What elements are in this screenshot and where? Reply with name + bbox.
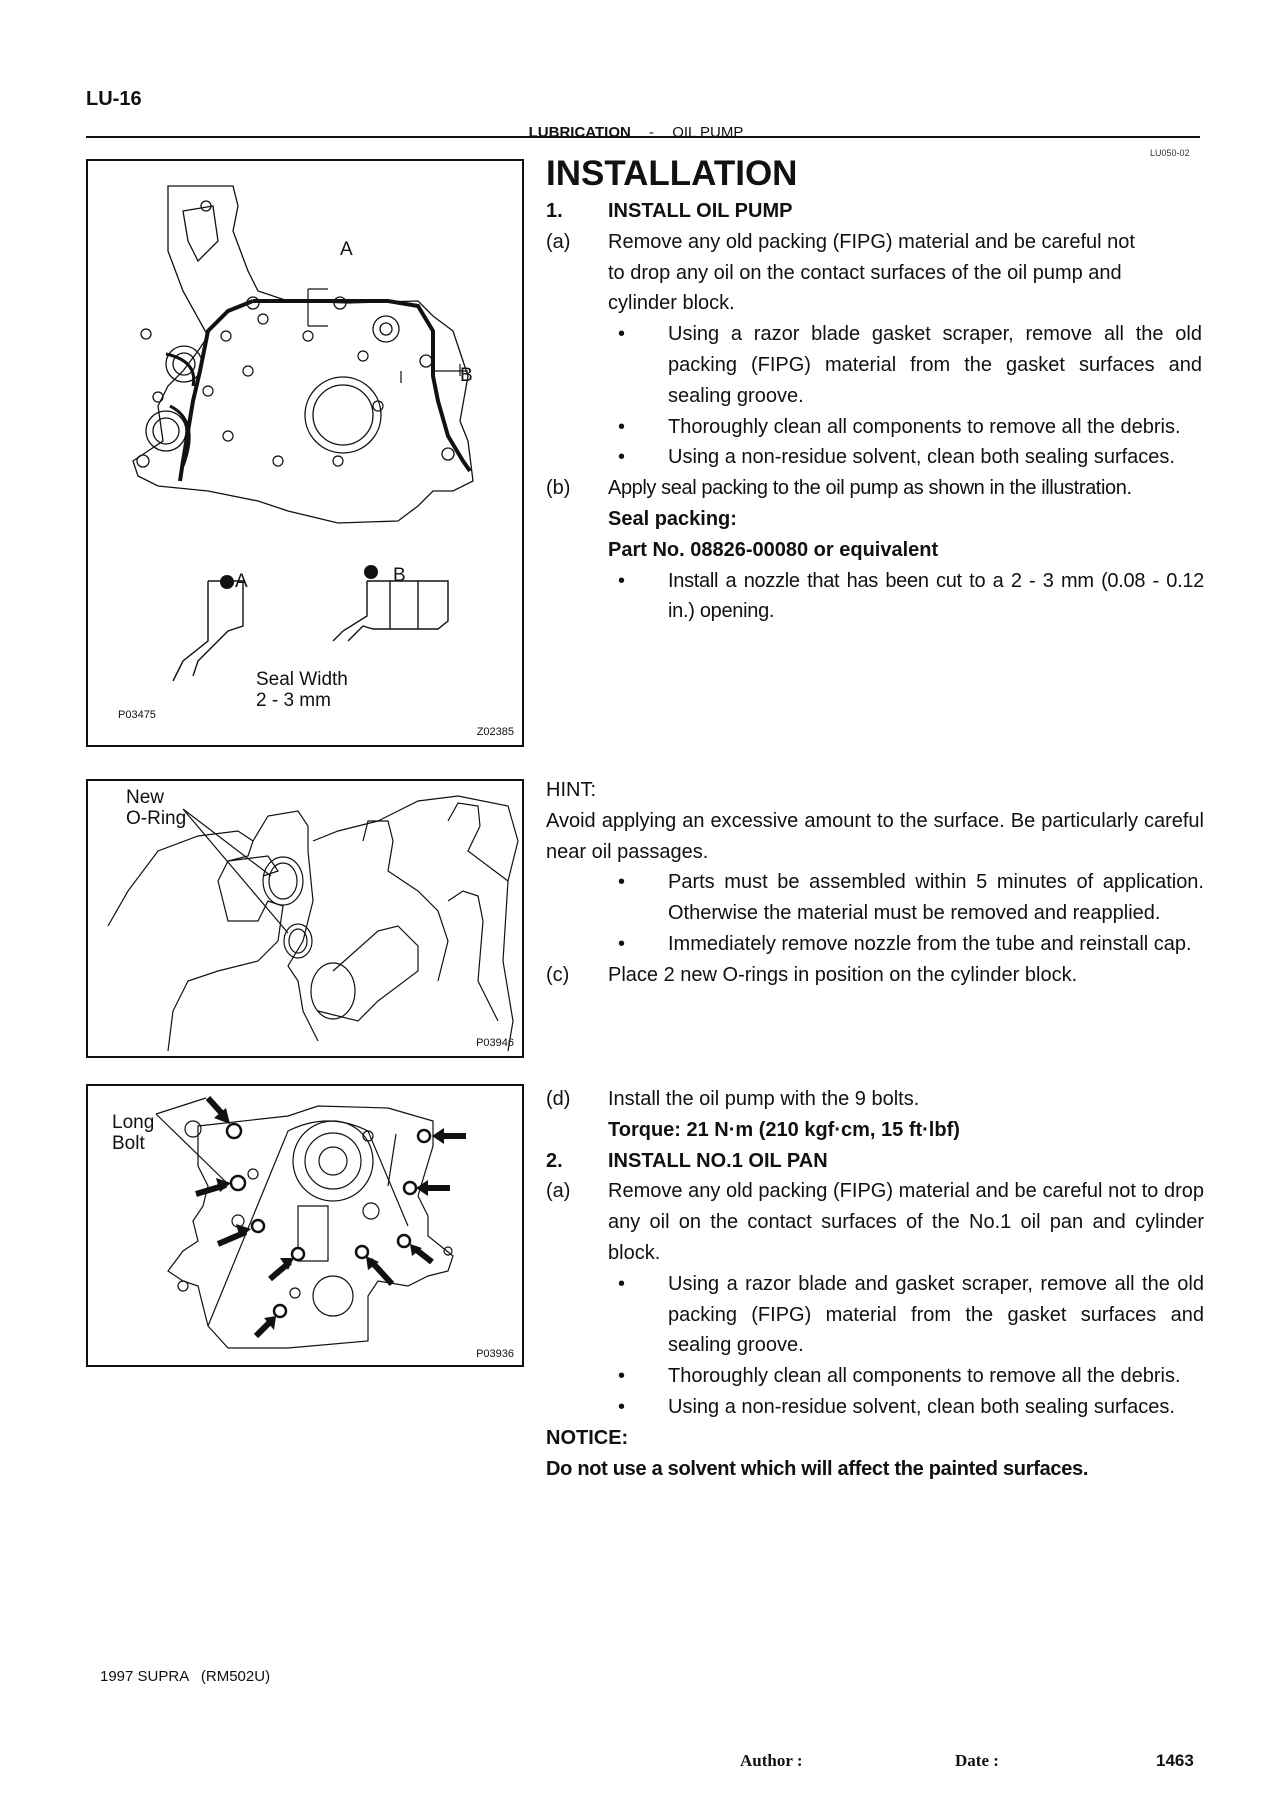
- step-1-heading: 1. INSTALL OIL PUMP: [546, 200, 793, 222]
- doc-code: LU050-02: [1150, 148, 1190, 158]
- footer-date-label: Date :: [955, 1751, 999, 1770]
- step-1a: (a) Remove any old packing (FIPG) material and be careful not to drop any oil on the contact surfaces of the oil pump and cylinder block.: [546, 230, 1135, 315]
- part-number: Part No. 08826-00080 or equivalent: [608, 538, 939, 561]
- step-1d: (d) Install the oil pump with the 9 bolts.: [546, 1088, 920, 1110]
- label-b-detail: B: [393, 565, 406, 586]
- figure-seal-packing: [86, 159, 524, 747]
- label-b-top: B: [460, 365, 473, 386]
- label-a-detail: A: [235, 571, 248, 592]
- hint-label: HINT:: [546, 779, 596, 801]
- notice-text: Do not use a solvent which will affect the painted surfaces.: [546, 1457, 1089, 1480]
- figure-id: P03936: [476, 1348, 514, 1360]
- step-1c: (c) Place 2 new O-rings in position on the cylinder block.: [546, 963, 1078, 986]
- bolts-section: [546, 1084, 1204, 1484]
- page-id: LU-16: [86, 88, 142, 110]
- figure-id-right: Z02385: [476, 726, 514, 738]
- hint-text: Avoid applying an excessive amount to the surface. Be particularly careful near oil passages.: [546, 809, 1204, 863]
- step-2-heading: 2. INSTALL NO.1 OIL PAN: [546, 1149, 828, 1172]
- footer-model: 1997 SUPRA (RM502U): [100, 1668, 271, 1685]
- figure-id: P03946: [476, 1037, 514, 1049]
- step-1a-bullet: • Using a non-residue solvent, clean both sealing surfaces.: [618, 446, 1175, 469]
- section-title: INSTALLATION: [546, 154, 798, 193]
- running-header: [86, 124, 1186, 141]
- new-o-ring-label: New O-Ring: [126, 787, 187, 829]
- step-2a-bullet: • Thoroughly clean all components to remove all the debris.: [618, 1365, 1181, 1388]
- figure-id-left: P03475: [118, 709, 156, 721]
- label-a-top: A: [340, 239, 353, 260]
- footer-page-number: 1463: [1156, 1751, 1194, 1770]
- notice-label: NOTICE:: [546, 1426, 629, 1449]
- header-rule: [86, 136, 1200, 138]
- hint-bullet: • Immediately remove nozzle from the tube and reinstall cap.: [618, 932, 1192, 955]
- step-1b-bullet: • Install a nozzle that has been cut to a 2 - 3 mm (0.08 - 0.12 in.) opening.: [618, 569, 1204, 623]
- step-1b: (b) Apply seal packing to the oil pump as shown in the illustration.: [546, 477, 1132, 500]
- footer-author-label: Author :: [740, 1751, 803, 1770]
- seal-width-label: Seal Width 2 - 3 mm: [256, 669, 348, 711]
- hint-bullet: • Parts must be assembled within 5 minutes of application. Otherwise the material must be removed and reapplied.: [618, 871, 1204, 925]
- step-2a: (a) Remove any old packing (FIPG) material and be careful not to drop any oil on the contact surfaces of the No.1 oil pan and cylinder block.: [546, 1180, 1204, 1264]
- step-1a-bullet: • Using a razor blade gasket scraper, remove all the old packing (FIPG) material from the gasket surfaces and sealing groove.: [618, 323, 1202, 407]
- oil-pump-illustration: [88, 161, 522, 745]
- figure-bolts: [86, 1084, 524, 1367]
- long-bolt-label: Long Bolt: [112, 1112, 155, 1154]
- step-2a-bullet: • Using a razor blade and gasket scraper, remove all the old packing (FIPG) material from the gasket surfaces and sealing groove.: [618, 1272, 1204, 1357]
- step-1a-bullet: • Thoroughly clean all components to remove all the debris.: [618, 415, 1181, 438]
- section-name: LUBRICATION: [528, 124, 631, 141]
- header-separator: -: [649, 124, 655, 141]
- torque-spec: Torque: 21 N·m (210 kgf·cm, 15 ft·lbf): [608, 1118, 960, 1141]
- installation-section: [546, 152, 1204, 627]
- seal-packing-label: Seal packing:: [608, 507, 737, 530]
- figure-o-ring: [86, 779, 524, 1058]
- step-2a-bullet: • Using a non-residue solvent, clean both sealing surfaces.: [618, 1395, 1175, 1418]
- subsection-name: OIL PUMP: [672, 124, 744, 141]
- hint-section: [546, 775, 1204, 991]
